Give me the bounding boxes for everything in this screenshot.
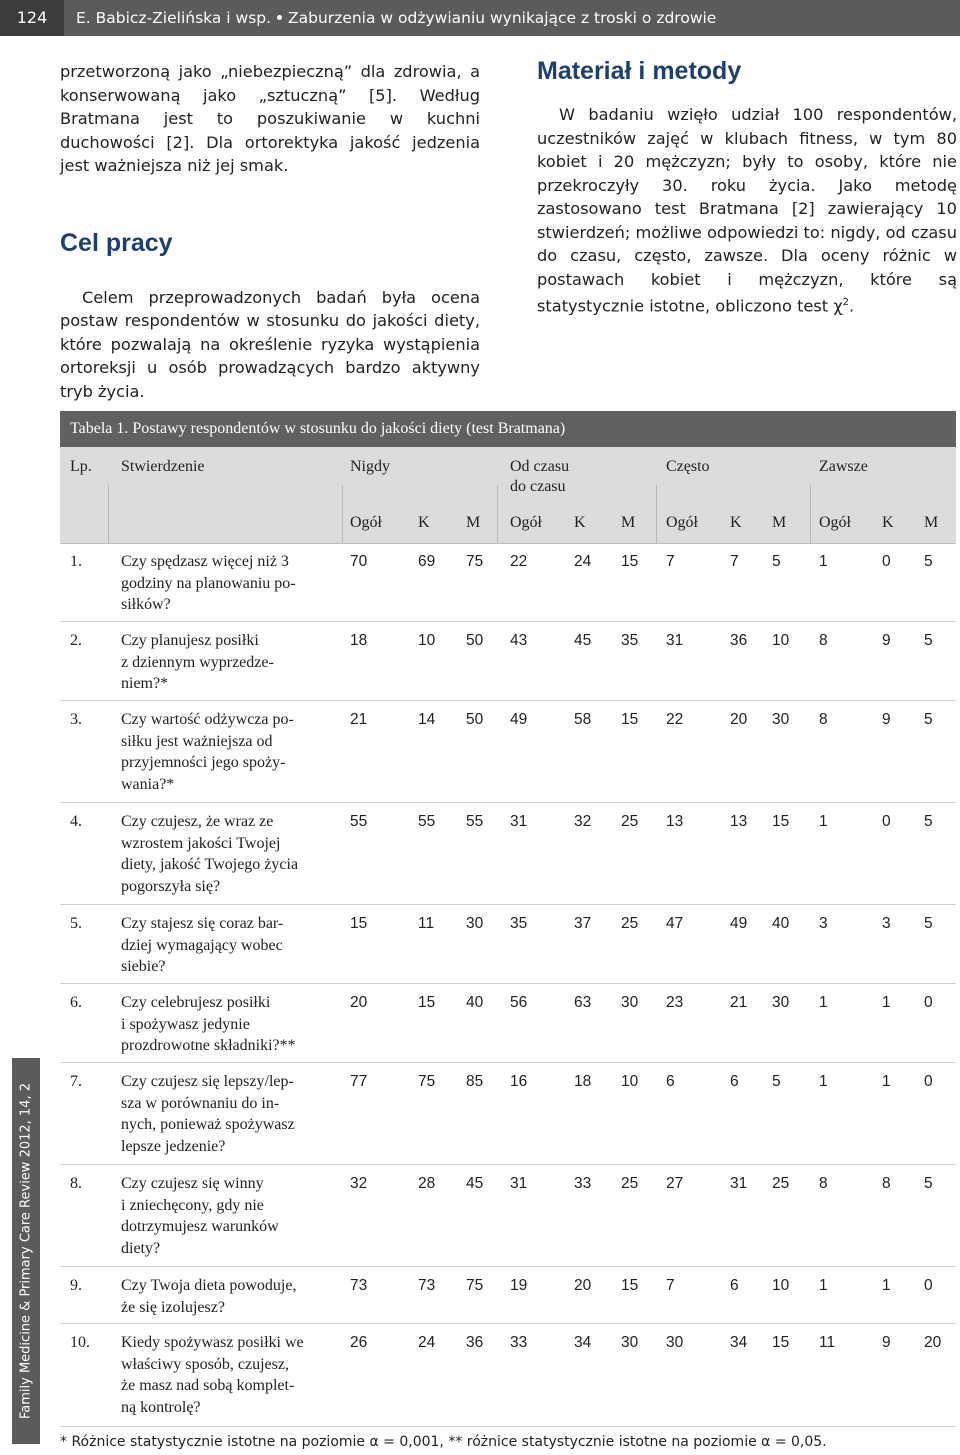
methods-end: . bbox=[849, 296, 855, 316]
row-value: 18 bbox=[350, 632, 368, 649]
row-value: 32 bbox=[350, 1175, 368, 1192]
row-value: 8 bbox=[819, 711, 828, 728]
running-title-topic: Zaburzenia w odżywianiu wynikające z troski o zdrowie bbox=[288, 9, 717, 27]
row-value: 35 bbox=[510, 915, 528, 932]
header-group-never: Nigdy bbox=[350, 458, 390, 475]
header-statement: Stwierdzenie bbox=[121, 458, 205, 475]
row-statement: Czy czujesz się winny i zniechęcony, gdy nie dotrzymujesz warunków diety? bbox=[121, 1175, 279, 1258]
row-value: 5 bbox=[772, 1073, 781, 1090]
row-value: 33 bbox=[574, 1175, 592, 1192]
row-value: 24 bbox=[574, 553, 592, 570]
row-value: 47 bbox=[666, 915, 684, 932]
row-statement: Czy planujesz posiłki z dziennym wyprzedze- niem?* bbox=[121, 632, 274, 693]
row-value: 1 bbox=[819, 813, 828, 830]
row-value: 14 bbox=[418, 711, 436, 728]
methods-text: W badaniu wzięło udział 100 respondentów, uczestników zajęć w klubach fitness, w tym 80 kobiet i 20 mężczyzn; były to osoby, które nie przekroczyły 30. roku życia. Jako metodę zastosowano test Bratmana [2] zawierający 10 stwierdzeń; możliwe odpowiedzi to: nigdy, od czasu do czasu, często, zawsze. Dla oceny różnic w postawach kobiet i mężczyzn, które są statystycznie istotne, obliczono test bbox=[537, 105, 957, 316]
table-row bbox=[60, 803, 956, 905]
row-value: 23 bbox=[666, 994, 684, 1011]
row-value: 21 bbox=[730, 994, 748, 1011]
row-value: 30 bbox=[666, 1334, 684, 1351]
page-number: 124 bbox=[0, 0, 64, 36]
row-value: 55 bbox=[418, 813, 436, 830]
row-value: 73 bbox=[418, 1277, 436, 1294]
running-title bbox=[76, 0, 716, 36]
row-value: 31 bbox=[510, 813, 528, 830]
intro-paragraph: przetworzoną jako „niebezpieczną” dla zdrowia, a konserwowaną jako „sztuczną” [5]. Według Bratmana jest to poszukiwanie w kuchni duchowości [2]. Dla ortorektyka jakość jedzenia jest ważniejsza niż jej smak. bbox=[60, 62, 480, 175]
table-body bbox=[60, 543, 956, 1427]
row-value: 30 bbox=[772, 711, 790, 728]
row-value: 11 bbox=[418, 915, 435, 932]
row-value: 1 bbox=[819, 1277, 828, 1294]
row-value: 31 bbox=[730, 1175, 748, 1192]
table-row bbox=[60, 1267, 956, 1324]
table-row bbox=[60, 701, 956, 803]
row-value: 40 bbox=[772, 915, 790, 932]
row-value: 10 bbox=[772, 1277, 790, 1294]
row-value: 6 bbox=[666, 1073, 675, 1090]
row-number: 10. bbox=[70, 1334, 90, 1351]
row-value: 5 bbox=[924, 553, 933, 570]
row-value: 1 bbox=[882, 1277, 891, 1294]
row-value: 5 bbox=[924, 813, 933, 830]
row-value: 34 bbox=[730, 1334, 748, 1351]
row-value: 56 bbox=[510, 994, 528, 1011]
row-statement: Kiedy spożywasz posiłki we właściwy sposób, czujesz, że masz nad sobą komplet- ną kontrolę? bbox=[121, 1334, 304, 1417]
row-value: 26 bbox=[350, 1334, 368, 1351]
row-value: 25 bbox=[621, 813, 639, 830]
row-value: 0 bbox=[924, 1073, 933, 1090]
table-footnote: * Różnice statystycznie istotne na poziomie α = 0,001, ** różnice statystycznie istotne na poziomie α = 0,05. bbox=[60, 1434, 827, 1450]
right-column bbox=[537, 56, 957, 318]
row-value: 0 bbox=[882, 553, 891, 570]
row-value: 9 bbox=[882, 632, 891, 649]
row-value: 22 bbox=[510, 553, 528, 570]
row-value: 13 bbox=[666, 813, 684, 830]
row-value: 15 bbox=[350, 915, 368, 932]
row-value: 15 bbox=[621, 1277, 639, 1294]
subheader-k: K bbox=[730, 514, 742, 531]
row-value: 8 bbox=[819, 1175, 828, 1192]
row-value: 5 bbox=[772, 553, 781, 570]
row-value: 1 bbox=[819, 1073, 828, 1090]
row-value: 8 bbox=[819, 632, 828, 649]
row-value: 9 bbox=[882, 1334, 891, 1351]
table-1 bbox=[60, 411, 956, 1447]
row-value: 63 bbox=[574, 994, 592, 1011]
row-value: 18 bbox=[574, 1073, 592, 1090]
section-heading-methods: Materiał i metody bbox=[537, 57, 742, 85]
row-value: 7 bbox=[666, 1277, 675, 1294]
row-value: 49 bbox=[510, 711, 528, 728]
subheader-total: Ogół bbox=[350, 514, 382, 531]
row-value: 31 bbox=[510, 1175, 528, 1192]
row-value: 24 bbox=[418, 1334, 436, 1351]
row-value: 15 bbox=[418, 994, 436, 1011]
row-value: 45 bbox=[466, 1175, 484, 1192]
header-group-often: Często bbox=[666, 458, 710, 475]
row-value: 11 bbox=[819, 1334, 836, 1351]
row-statement: Czy czujesz, że wraz ze wzrostem jakości Twojej diety, jakość Twojego życia pogorszyła się? bbox=[121, 813, 299, 896]
running-title-authors: E. Babicz-Zielińska i wsp. bbox=[76, 9, 272, 27]
bullet-icon bbox=[277, 15, 282, 20]
row-value: 7 bbox=[666, 553, 675, 570]
row-value: 69 bbox=[418, 553, 436, 570]
left-column bbox=[60, 60, 480, 403]
header-divider bbox=[342, 485, 343, 543]
row-value: 45 bbox=[574, 632, 592, 649]
row-value: 85 bbox=[466, 1073, 484, 1090]
table-row bbox=[60, 622, 956, 701]
row-value: 25 bbox=[772, 1175, 790, 1192]
row-value: 31 bbox=[666, 632, 684, 649]
row-value: 40 bbox=[466, 994, 484, 1011]
aim-paragraph: Celem przeprowadzonych badań była ocena postaw respondentów w stosunku do jakości diety, które pozwalają na określenie ryzyka wystąpienia ortoreksji u osób prowadzących bardzo aktywny tryb życia. bbox=[60, 287, 480, 401]
header-divider bbox=[810, 485, 811, 543]
row-value: 15 bbox=[772, 1334, 790, 1351]
subheader-k: K bbox=[882, 514, 894, 531]
row-number: 6. bbox=[70, 994, 82, 1011]
header-lp: Lp. bbox=[70, 458, 92, 475]
row-number: 2. bbox=[70, 632, 82, 649]
subheader-total: Ogół bbox=[819, 514, 851, 531]
row-value: 7 bbox=[730, 553, 739, 570]
row-value: 50 bbox=[466, 632, 484, 649]
journal-name: Family Medicine & Primary Care Review 2012, 14, 2 bbox=[18, 1083, 34, 1419]
row-value: 25 bbox=[621, 1175, 639, 1192]
row-value: 21 bbox=[350, 711, 368, 728]
row-statement: Czy czujesz się lepszy/lep- sza w porównaniu do in- nych, ponieważ spożywasz lepsze jedzenie? bbox=[121, 1073, 295, 1156]
row-value: 32 bbox=[574, 813, 592, 830]
table-row bbox=[60, 543, 956, 622]
row-value: 20 bbox=[574, 1277, 592, 1294]
row-value: 0 bbox=[882, 813, 891, 830]
row-value: 3 bbox=[882, 915, 891, 932]
row-value: 20 bbox=[924, 1334, 942, 1351]
row-value: 6 bbox=[730, 1277, 739, 1294]
row-value: 70 bbox=[350, 553, 368, 570]
row-value: 30 bbox=[466, 915, 484, 932]
row-value: 75 bbox=[466, 553, 484, 570]
row-value: 49 bbox=[730, 915, 748, 932]
row-value: 36 bbox=[730, 632, 748, 649]
row-number: 7. bbox=[70, 1073, 82, 1090]
row-value: 6 bbox=[730, 1073, 739, 1090]
row-value: 37 bbox=[574, 915, 592, 932]
row-value: 1 bbox=[882, 1073, 891, 1090]
row-value: 20 bbox=[730, 711, 748, 728]
row-value: 27 bbox=[666, 1175, 684, 1192]
row-value: 19 bbox=[510, 1277, 528, 1294]
row-value: 0 bbox=[924, 994, 933, 1011]
row-number: 5. bbox=[70, 915, 82, 932]
row-number: 8. bbox=[70, 1175, 82, 1192]
row-value: 15 bbox=[621, 553, 639, 570]
table-row bbox=[60, 1063, 956, 1165]
row-value: 5 bbox=[924, 632, 933, 649]
row-statement: Czy stajesz się coraz bar- dziej wymagający wobec siebie? bbox=[121, 915, 284, 976]
row-value: 1 bbox=[882, 994, 891, 1011]
row-value: 30 bbox=[621, 1334, 639, 1351]
row-value: 58 bbox=[574, 711, 592, 728]
row-value: 10 bbox=[621, 1073, 639, 1090]
subheader-m: M bbox=[621, 514, 636, 531]
header-divider bbox=[656, 485, 657, 543]
row-value: 1 bbox=[819, 994, 828, 1011]
subheader-total: Ogół bbox=[666, 514, 698, 531]
header-divider bbox=[108, 485, 109, 543]
row-value: 50 bbox=[466, 711, 484, 728]
chi-symbol: χ bbox=[833, 296, 843, 316]
row-value: 35 bbox=[621, 632, 639, 649]
row-value: 15 bbox=[621, 711, 639, 728]
row-number: 9. bbox=[70, 1277, 82, 1294]
row-value: 10 bbox=[772, 632, 790, 649]
row-number: 3. bbox=[70, 711, 82, 728]
header-group-sometimes: Od czasu do czasu bbox=[510, 458, 570, 495]
table-title: Tabela 1. Postawy respondentów w stosunku do jakości diety (test Bratmana) bbox=[60, 411, 956, 447]
row-value: 9 bbox=[882, 711, 891, 728]
row-value: 33 bbox=[510, 1334, 528, 1351]
subheader-k: K bbox=[574, 514, 586, 531]
methods-paragraph bbox=[537, 103, 957, 318]
row-value: 36 bbox=[466, 1334, 484, 1351]
table-row bbox=[60, 984, 956, 1063]
header-group-always: Zawsze bbox=[819, 458, 868, 475]
row-value: 5 bbox=[924, 1175, 933, 1192]
row-statement: Czy wartość odżywcza po- siłku jest ważniejsza od przyjemności jego spoży- wania?* bbox=[121, 711, 294, 794]
journal-sidebar bbox=[12, 1058, 40, 1444]
row-value: 13 bbox=[730, 813, 748, 830]
subheader-total: Ogół bbox=[510, 514, 542, 531]
row-statement: Czy spędzasz więcej niż 3 godziny na planowaniu po- siłków? bbox=[121, 553, 296, 614]
subheader-m: M bbox=[924, 514, 939, 531]
subheader-k: K bbox=[418, 514, 430, 531]
row-value: 43 bbox=[510, 632, 528, 649]
row-value: 22 bbox=[666, 711, 684, 728]
row-value: 16 bbox=[510, 1073, 528, 1090]
row-value: 75 bbox=[418, 1073, 436, 1090]
section-heading-aim: Cel pracy bbox=[60, 228, 173, 257]
row-value: 3 bbox=[819, 915, 828, 932]
row-value: 5 bbox=[924, 915, 933, 932]
row-number: 1. bbox=[70, 553, 82, 570]
table-row bbox=[60, 1324, 956, 1427]
table-row bbox=[60, 1165, 956, 1267]
row-value: 55 bbox=[350, 813, 368, 830]
row-value: 55 bbox=[466, 813, 484, 830]
row-value: 1 bbox=[819, 553, 828, 570]
row-number: 4. bbox=[70, 813, 82, 830]
header-divider bbox=[497, 485, 498, 543]
row-value: 30 bbox=[621, 994, 639, 1011]
chi-power: 2 bbox=[842, 297, 850, 308]
row-value: 25 bbox=[621, 915, 639, 932]
row-value: 10 bbox=[418, 632, 436, 649]
row-value: 5 bbox=[924, 711, 933, 728]
row-value: 8 bbox=[882, 1175, 891, 1192]
row-value: 73 bbox=[350, 1277, 368, 1294]
row-value: 75 bbox=[466, 1277, 484, 1294]
row-statement: Czy celebrujesz posiłki i spożywasz jedynie prozdrowotne składniki?** bbox=[121, 994, 296, 1055]
subheader-m: M bbox=[772, 514, 787, 531]
row-value: 77 bbox=[350, 1073, 368, 1090]
table-row bbox=[60, 905, 956, 984]
row-value: 28 bbox=[418, 1175, 436, 1192]
row-value: 30 bbox=[772, 994, 790, 1011]
row-value: 0 bbox=[924, 1277, 933, 1294]
subheader-m: M bbox=[466, 514, 481, 531]
running-header bbox=[0, 0, 960, 36]
row-value: 34 bbox=[574, 1334, 592, 1351]
row-value: 15 bbox=[772, 813, 790, 830]
row-statement: Czy Twoja dieta powoduje, że się izolujesz? bbox=[121, 1277, 297, 1316]
row-value: 20 bbox=[350, 994, 368, 1011]
